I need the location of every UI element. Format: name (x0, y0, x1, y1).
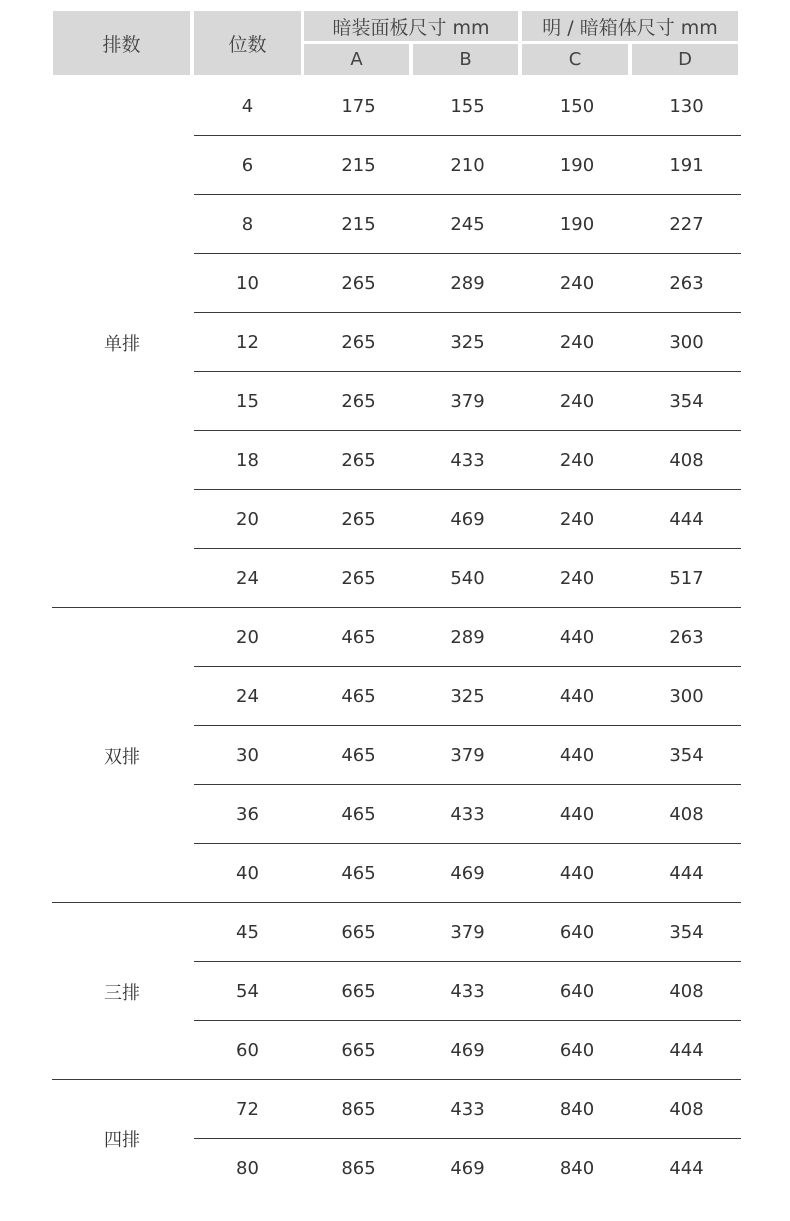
cell-positions: 8 (241, 213, 254, 235)
cell-b: 469 (450, 1039, 485, 1061)
group-label: 三排 (104, 982, 140, 1004)
cell-b: 325 (450, 685, 485, 707)
cell-b: 469 (450, 862, 485, 884)
cell-a: 215 (341, 213, 376, 235)
cell-a: 465 (341, 803, 376, 825)
cell-b: 433 (450, 1098, 485, 1120)
cell-d: 444 (669, 1157, 704, 1179)
cell-positions: 15 (236, 390, 259, 412)
cell-positions: 20 (236, 508, 259, 530)
cell-b: 210 (450, 154, 485, 176)
cell-d: 354 (669, 744, 704, 766)
cell-a: 265 (341, 390, 376, 412)
cell-c: 150 (559, 95, 595, 117)
cell-b: 433 (450, 980, 485, 1002)
cell-c: 190 (559, 213, 595, 235)
cell-positions: 60 (236, 1039, 259, 1061)
cell-c: 440 (559, 626, 595, 648)
cell-positions: 30 (236, 744, 259, 766)
cell-d: 227 (669, 213, 704, 235)
cell-b: 245 (450, 213, 485, 235)
cell-positions: 45 (236, 921, 259, 943)
cell-d: 408 (669, 449, 704, 471)
cell-a: 265 (341, 508, 376, 530)
cell-c: 440 (559, 744, 595, 766)
cell-a: 265 (341, 331, 376, 353)
cell-a: 665 (341, 980, 376, 1002)
cell-a: 865 (341, 1098, 376, 1120)
cell-d: 130 (669, 95, 704, 117)
cell-d: 408 (669, 980, 704, 1002)
cell-positions: 10 (236, 272, 259, 294)
header-col-d: D (632, 44, 738, 75)
cell-d: 191 (669, 154, 704, 176)
cell-positions: 80 (236, 1157, 259, 1179)
cell-c: 440 (559, 803, 595, 825)
cell-c: 240 (559, 567, 595, 589)
cell-a: 265 (341, 272, 376, 294)
cell-d: 444 (669, 1039, 704, 1061)
group-label: 双排 (104, 746, 140, 768)
cell-a: 665 (341, 921, 376, 943)
cell-positions: 20 (236, 626, 259, 648)
cell-d: 354 (669, 390, 704, 412)
cell-c: 440 (559, 862, 595, 884)
cell-a: 265 (341, 449, 376, 471)
cell-a: 215 (341, 154, 376, 176)
header-positions-count: 位数 (194, 11, 301, 75)
cell-d: 444 (669, 862, 704, 884)
cell-b: 155 (450, 95, 485, 117)
cell-c: 240 (559, 449, 595, 471)
cell-d: 517 (669, 567, 704, 589)
cell-positions: 72 (236, 1098, 259, 1120)
cell-a: 465 (341, 626, 376, 648)
cell-a: 665 (341, 1039, 376, 1061)
cell-b: 469 (450, 1157, 485, 1179)
cell-positions: 24 (236, 685, 259, 707)
cell-d: 263 (669, 272, 704, 294)
cell-d: 354 (669, 921, 704, 943)
cell-a: 865 (341, 1157, 376, 1179)
header-col-b: B (413, 44, 518, 75)
cell-c: 640 (559, 921, 595, 943)
cell-b: 325 (450, 331, 485, 353)
cell-c: 640 (559, 980, 595, 1002)
cell-a: 465 (341, 685, 376, 707)
cell-d: 408 (669, 1098, 704, 1120)
cell-c: 240 (559, 508, 595, 530)
cell-a: 465 (341, 862, 376, 884)
cell-b: 289 (450, 626, 485, 648)
cell-c: 440 (559, 685, 595, 707)
cell-c: 240 (559, 272, 595, 294)
header-rows-count: 排数 (53, 11, 190, 75)
cell-c: 640 (559, 1039, 595, 1061)
cell-c: 240 (559, 331, 595, 353)
cell-positions: 24 (236, 567, 259, 589)
cell-d: 408 (669, 803, 704, 825)
cell-positions: 36 (236, 803, 259, 825)
header-col-a: A (304, 44, 409, 75)
cell-b: 289 (450, 272, 485, 294)
cell-b: 379 (450, 744, 485, 766)
cell-c: 840 (559, 1157, 595, 1179)
cell-b: 379 (450, 921, 485, 943)
cell-positions: 18 (236, 449, 259, 471)
cell-a: 265 (341, 567, 376, 589)
header-col-c: C (522, 44, 628, 75)
cell-positions: 40 (236, 862, 259, 884)
cell-b: 379 (450, 390, 485, 412)
cell-d: 300 (669, 685, 704, 707)
cell-c: 240 (559, 390, 595, 412)
cell-b: 433 (450, 449, 485, 471)
cell-d: 444 (669, 508, 704, 530)
cell-c: 190 (559, 154, 595, 176)
header-concealed-panel-size: 暗装面板尺寸 mm (304, 11, 518, 41)
cell-positions: 54 (236, 980, 259, 1002)
cell-a: 175 (341, 95, 376, 117)
cell-b: 540 (450, 567, 485, 589)
cell-b: 433 (450, 803, 485, 825)
cell-d: 300 (669, 331, 704, 353)
cell-b: 469 (450, 508, 485, 530)
header-box-size: 明 / 暗箱体尺寸 mm (522, 11, 738, 41)
group-label: 四排 (104, 1130, 140, 1151)
cell-positions: 4 (241, 95, 254, 117)
group-label: 单排 (104, 333, 140, 355)
cell-positions: 12 (236, 331, 259, 353)
cell-d: 263 (669, 626, 704, 648)
cell-c: 840 (559, 1098, 595, 1120)
cell-a: 465 (341, 744, 376, 766)
cell-positions: 6 (241, 154, 254, 176)
